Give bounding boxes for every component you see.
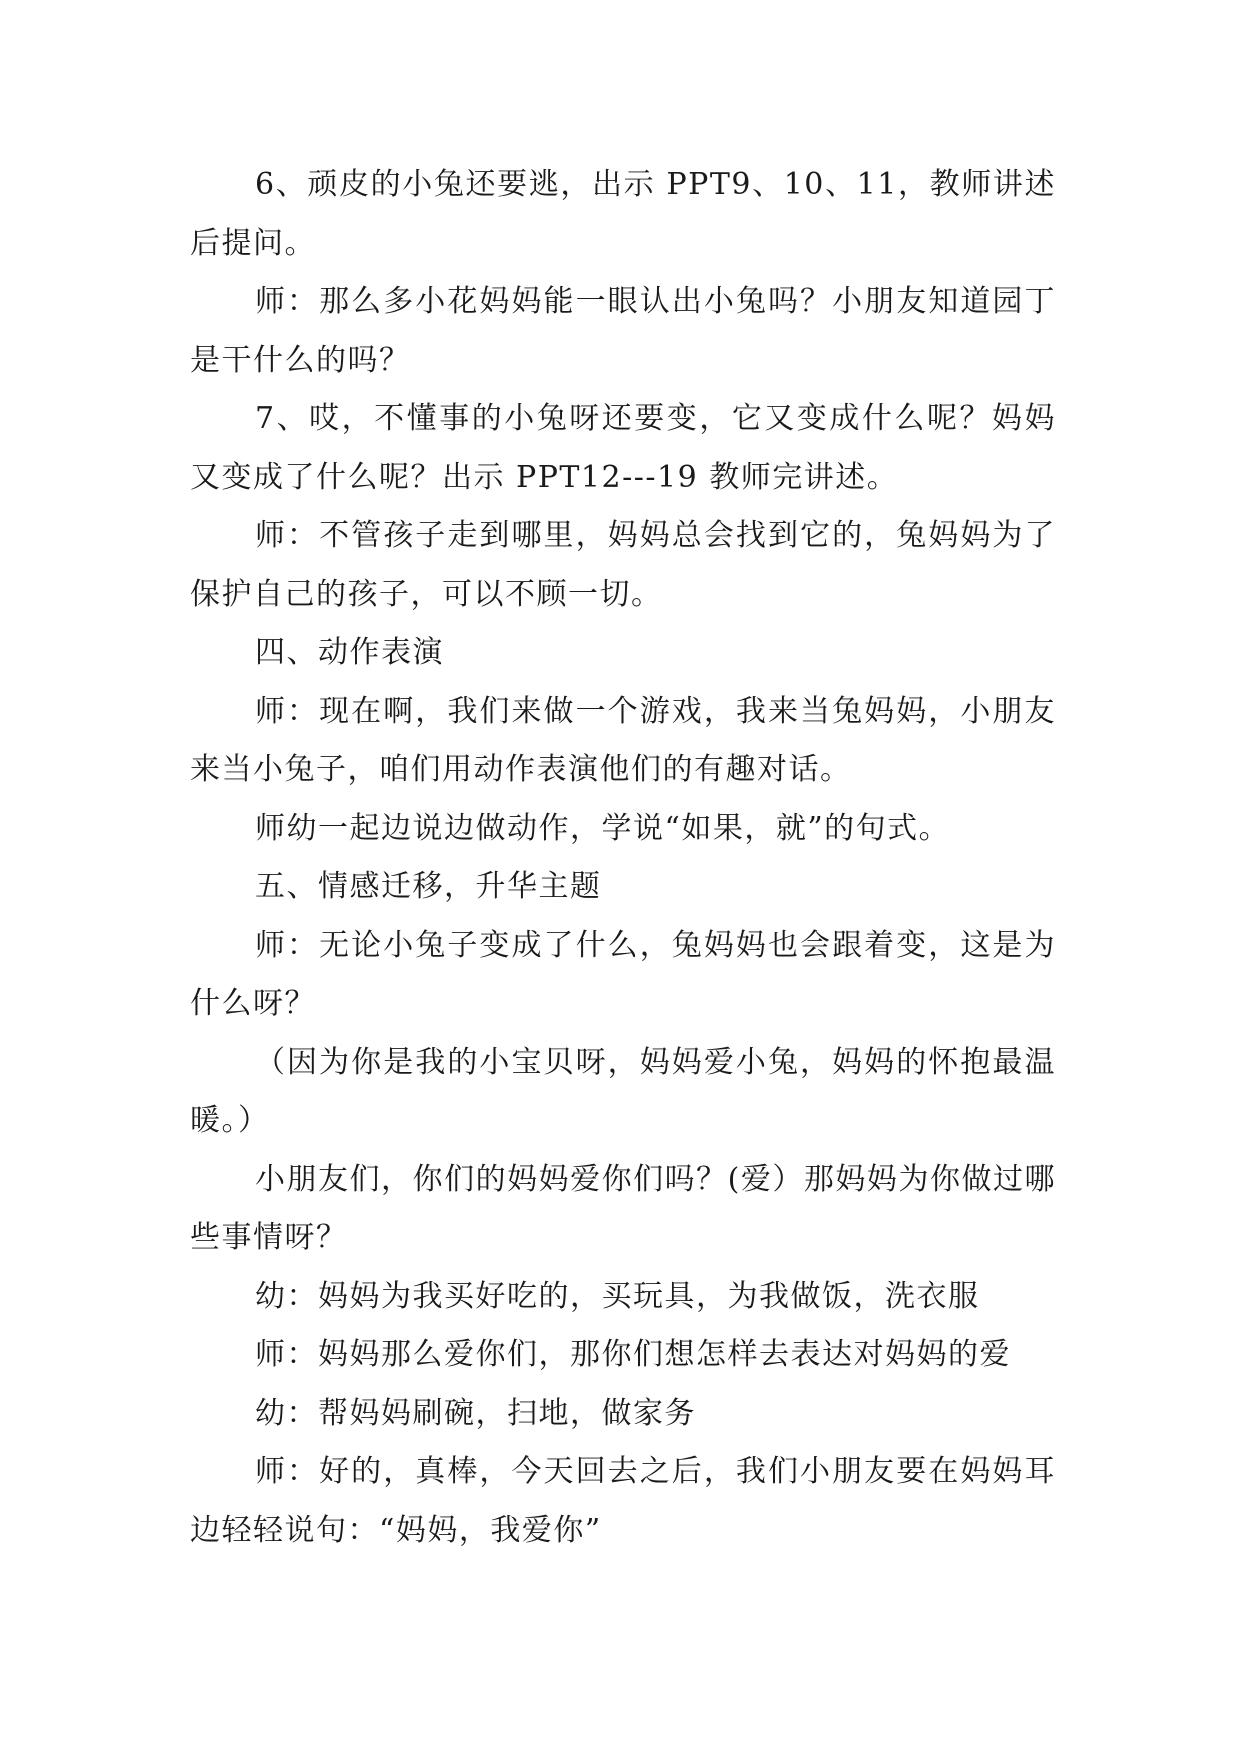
- paragraph-teacher-closing: 师：好的，真棒，今天回去之后，我们小朋友要在妈妈耳边轻轻说句：“妈妈，我爱你”: [190, 1454, 1056, 1548]
- paragraph-child-answer-1: 幼：妈妈为我买好吃的，买玩具，为我做饭，洗衣服: [255, 1278, 980, 1314]
- paragraph-step-7: 7、哎，不懂事的小兔呀还要变，它又变成什么呢？妈妈又变成了什么呢？出示 PPT12---19 教师完讲述。: [190, 401, 1056, 495]
- section-heading-action-performance: 四、动作表演: [255, 635, 444, 670]
- paragraph-step-6: 6、顽皮的小兔还要逃，出示 PPT9、10、11，教师讲述后提问。: [190, 167, 1056, 261]
- paragraph-teacher-why: 师：无论小兔子变成了什么，兔妈妈也会跟着变，这是为什么呀？: [190, 927, 1056, 1021]
- paragraph-teacher-mother-protects: 师：不管孩子走到哪里，妈妈总会找到它的，兔妈妈为了保护自己的孩子，可以不顾一切。: [190, 518, 1056, 612]
- section-heading-emotional-transfer: 五、情感迁移，升华主题: [255, 869, 602, 904]
- paragraph-teacher-express-love: 师：妈妈那么爱你们，那你们想怎样去表达对妈妈的爱: [255, 1337, 1011, 1372]
- paragraph-child-answer-2: 幼：帮妈妈刷碗，扫地，做家务: [255, 1395, 696, 1431]
- paragraph-children-question: 小朋友们，你们的妈妈爱你们吗？(爱）那妈妈为你做过哪些事情呀？: [190, 1161, 1056, 1255]
- paragraph-teacher-question-gardener: 师：那么多小花妈妈能一眼认出小兔吗？小朋友知道园丁是干什么的吗？: [190, 284, 1056, 378]
- paragraph-answer-baby: （因为你是我的小宝贝呀，妈妈爱小兔，妈妈的怀抱最温暖。）: [190, 1044, 1056, 1138]
- paragraph-sentence-pattern: 师幼一起边说边做动作，学说“如果，就”的句式。: [255, 810, 951, 846]
- document-body: [190, 156, 1056, 1560]
- paragraph-teacher-game: 师：现在啊，我们来做一个游戏，我来当兔妈妈，小朋友来当小兔子，咱们用动作表演他们的有趣对话。: [190, 693, 1056, 787]
